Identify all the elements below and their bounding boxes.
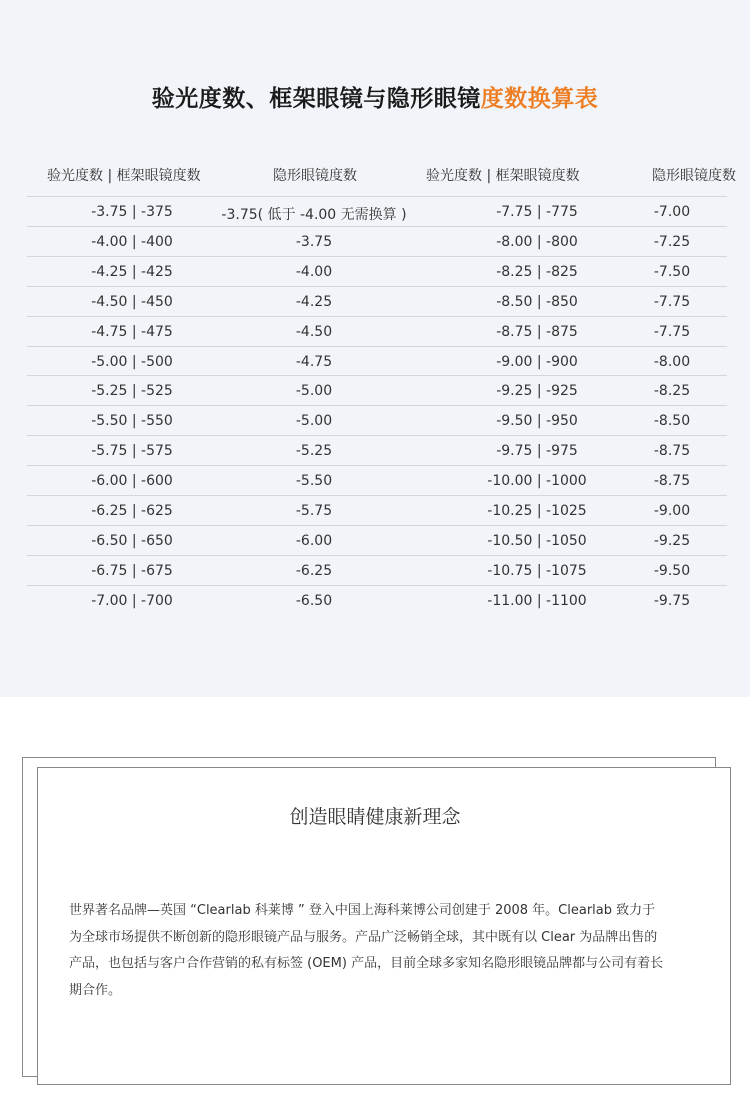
cell-refraction-frame-2: -9.75 | -975	[496, 443, 578, 460]
table-title-highlight: 度数换算表	[480, 86, 599, 112]
cell-contact: -5.00	[295, 383, 333, 400]
table-row	[27, 375, 727, 406]
cell-refraction-frame: -4.00 | -400	[91, 233, 173, 250]
table-row	[27, 555, 727, 586]
table-row	[27, 435, 727, 466]
cell-refraction-frame: -6.25 | -625	[91, 503, 173, 519]
philosophy-title: 创造眼睛健康新理念	[289, 806, 461, 828]
cell-refraction-frame-2: -9.25 | -925	[496, 383, 578, 400]
table-row	[27, 495, 727, 526]
cell-refraction-frame: -6.00 | -600	[91, 473, 173, 490]
table-row	[27, 585, 727, 616]
cell-refraction-frame-2: -11.00 | -1100	[487, 592, 587, 609]
cell-contact-2: -7.75	[653, 323, 691, 340]
cell-contact: -4.75	[295, 353, 333, 370]
cell-contact: -3.75	[295, 233, 333, 250]
table-row	[27, 196, 727, 227]
description-line: 期合作。	[69, 982, 122, 998]
cell-refraction-frame: -5.75 | -575	[91, 443, 173, 460]
cell-refraction-frame: -5.25 | -525	[91, 383, 173, 400]
cell-refraction-frame-2: -8.25 | -825	[496, 263, 578, 280]
description-line: 世界著名品牌—英国 “Clearlab 科莱博 ” 登入中国上海科莱博公司创建于 2008 年。Clearlab 致力于	[69, 903, 656, 918]
cell-refraction-frame: -7.00 | -700	[91, 592, 173, 609]
table-row	[27, 256, 727, 287]
cell-refraction-frame-2: -10.25 | -1025	[487, 503, 587, 519]
cell-contact-2: -8.50	[653, 413, 691, 430]
cell-contact-2: -9.25	[653, 532, 691, 549]
cell-refraction-frame: -4.50 | -450	[91, 293, 173, 310]
cell-contact: -3.75( 低于 -4.00 无需换算 )	[221, 207, 407, 223]
cell-contact: -6.00	[295, 532, 333, 549]
description-line: 为全球市场提供不断创新的隐形眼镜产品与服务。产品广泛畅销全球，其中既有以 Clear 为品牌出售的	[69, 929, 658, 945]
header-contact: 隐形眼镜度数	[273, 168, 357, 184]
cell-refraction-frame-2: -10.00 | -1000	[487, 473, 587, 490]
cell-refraction-frame: -5.00 | -500	[91, 353, 173, 370]
cell-contact-2: -9.75	[653, 592, 691, 609]
cell-refraction-frame-2: -8.75 | -875	[496, 323, 578, 340]
cell-contact-2: -8.00	[653, 353, 691, 370]
cell-contact-2: -7.25	[653, 233, 691, 250]
cell-contact-2: -9.00	[653, 503, 691, 519]
cell-contact: -5.25	[295, 443, 333, 460]
table-row	[27, 405, 727, 436]
cell-contact-2: -7.75	[653, 293, 691, 310]
description-line: 产品，也包括与客户合作营销的私有标签 (OEM) 产品，目前全球多家知名隐形眼镜品牌都与公司有着长	[69, 956, 664, 971]
cell-contact-2: -8.25	[653, 383, 691, 400]
cell-refraction-frame: -3.75 | -375	[91, 204, 173, 220]
cell-refraction-frame: -6.75 | -675	[91, 562, 173, 579]
cell-contact-2: -8.75	[653, 443, 691, 460]
header-refraction-frame-2: 验光度数 | 框架眼镜度数	[426, 168, 580, 184]
company-description	[69, 898, 689, 1004]
table-row	[27, 525, 727, 556]
cell-refraction-frame-2: -10.50 | -1050	[487, 532, 587, 549]
cell-contact: -4.25	[295, 293, 333, 310]
cell-refraction-frame: -4.75 | -475	[91, 323, 173, 340]
cell-contact-2: -7.00	[653, 204, 691, 220]
table-row	[27, 465, 727, 496]
cell-contact: -4.00	[295, 263, 333, 280]
cell-contact: -6.25	[295, 562, 333, 579]
cell-refraction-frame: -4.25 | -425	[91, 263, 173, 280]
cell-contact-2: -7.50	[653, 263, 691, 280]
table-title-main: 验光度数、框架眼镜与隐形眼镜	[151, 86, 481, 112]
cell-contact: -5.75	[295, 503, 333, 519]
cell-contact-2: -8.75	[653, 473, 691, 490]
cell-refraction-frame-2: -8.00 | -800	[496, 233, 578, 250]
table-row	[27, 226, 727, 257]
cell-contact: -5.00	[295, 413, 333, 430]
cell-refraction-frame-2: -7.75 | -775	[496, 204, 578, 220]
cell-contact: -5.50	[295, 473, 333, 490]
cell-refraction-frame-2: -9.50 | -950	[496, 413, 578, 430]
table-row	[27, 346, 727, 377]
table-title	[0, 80, 750, 113]
table-row	[27, 316, 727, 347]
cell-refraction-frame-2: -8.50 | -850	[496, 293, 578, 310]
cell-contact-2: -9.50	[653, 562, 691, 579]
cell-contact: -6.50	[295, 592, 333, 609]
cell-refraction-frame: -5.50 | -550	[91, 413, 173, 430]
cell-refraction-frame-2: -9.00 | -900	[496, 353, 578, 370]
header-refraction-frame: 验光度数 | 框架眼镜度数	[47, 168, 201, 184]
cell-refraction-frame: -6.50 | -650	[91, 532, 173, 549]
cell-refraction-frame-2: -10.75 | -1075	[487, 562, 587, 579]
header-contact-2: 隐形眼镜度数	[652, 168, 736, 184]
cell-contact: -4.50	[295, 323, 333, 340]
table-row	[27, 286, 727, 317]
